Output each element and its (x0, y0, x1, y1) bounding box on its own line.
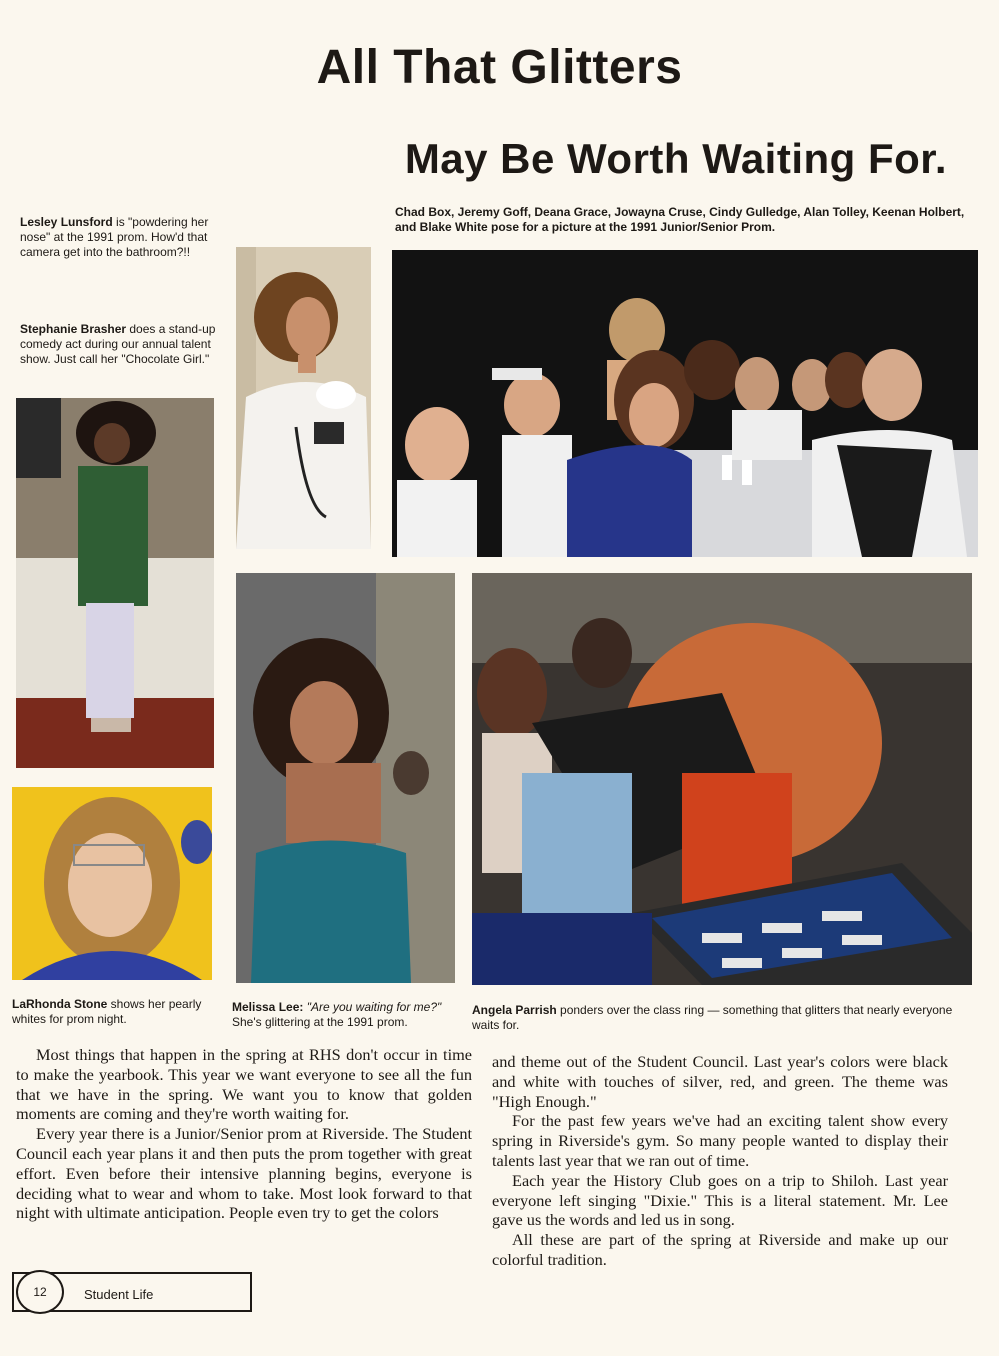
caption-angela: Angela Parrish ponders over the class ring — something that glitters that nearly everyone waits for. (472, 1003, 953, 1032)
caption-larhonda: LaRhonda Stone shows her pearly whites for prom night. (12, 997, 202, 1026)
photo-lesley (236, 247, 371, 549)
page-number: 12 (16, 1270, 64, 1314)
caption-group: Chad Box, Jeremy Goff, Deana Grace, Jowayna Cruse, Cindy Gulledge, Alan Tolley, Keenan Holbert, and Blake White pose for a picture at the 1991 Junior/Senior Prom. (395, 205, 965, 234)
caption-lesley: Lesley Lunsford is "powdering her nose" at the 1991 prom. How'd that camera get into the bathroom?!! (20, 215, 209, 259)
photo-larhonda (12, 787, 212, 980)
caption-melissa: Melissa Lee: "Are you waiting for me?" She's glittering at the 1991 prom. (232, 1000, 442, 1029)
body-column-right (492, 1052, 948, 1270)
page-title: All That Glitters (316, 41, 683, 94)
body-paragraph: Each year the History Club goes on a trip to Shiloh. Last year everyone left singing "Dixie." This is a literal statement. Mr. Lee gave us the words and led us in song. (492, 1170, 948, 1230)
body-paragraph: and theme out of the Student Council. Last year's colors were black and white with touches of silver, red, and green. The theme was "High Enough." (492, 1052, 948, 1111)
photo-stephanie (16, 398, 214, 768)
body-paragraph: For the past few years we've had an exciting talent show every spring in Riverside's gym. So many people wanted to display their talents last year that we ran out of time. (492, 1111, 948, 1170)
caption-stephanie: Stephanie Brasher does a stand-up comedy act during our annual talent show. Just call her "Chocolate Girl." (20, 322, 216, 366)
body-paragraph: Most things that happen in the spring at RHS don't occur in time to make the yearbook. This year we want everyone to see all the fun that we have in the spring. We want you to know that golden moments are coming and they're worth waiting for. (16, 1045, 472, 1124)
body-paragraph: All these are part of the spring at Riverside and make up our colorful tradition. (492, 1230, 948, 1269)
body-column-left (16, 1045, 472, 1223)
photo-melissa (236, 573, 455, 983)
page-subtitle: May Be Worth Waiting For. (404, 135, 947, 182)
photo-angela-ring (472, 573, 972, 985)
photo-group-prom (392, 250, 978, 557)
body-paragraph: Every year there is a Junior/Senior prom at Riverside. The Student Council each year plans it and then puts the prom together with great effort. Even before their intensive planning begins, everyone is deciding what to wear and whom to take. Most look forward to that night with ultimate anticipation. People even try to get the colors (16, 1124, 472, 1223)
section-label: Student Life (84, 1287, 154, 1302)
